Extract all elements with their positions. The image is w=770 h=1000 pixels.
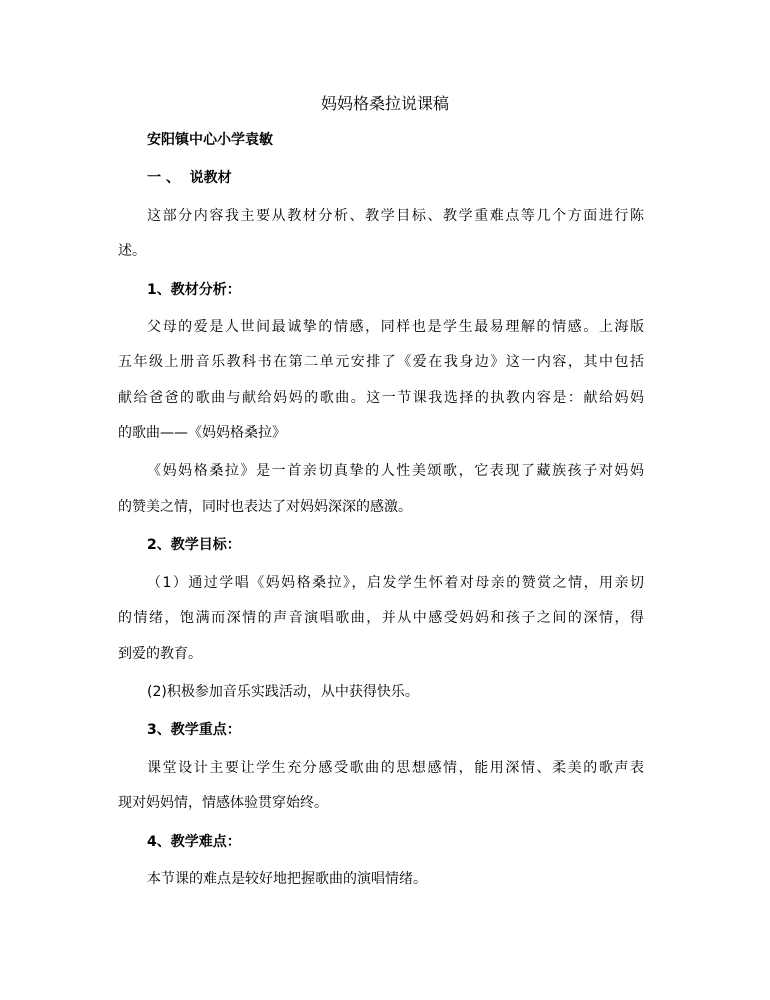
analysis-para1-line-1: 父母的爱是人世间最诚挚的情感，同样也是学生最易理解的情感。上海版 xyxy=(147,319,644,335)
analysis-para1-line-4: 的歌曲——《妈妈格桑拉》 xyxy=(118,425,286,441)
key-points-line-2: 现对妈妈情，情感体验贯穿始终。 xyxy=(118,795,328,811)
analysis-para2-line-2: 的赞美之情，同时也表达了对妈妈深深的感激。 xyxy=(118,499,412,515)
key-points-line-1: 课堂设计主要让学生充分感受歌曲的思想感情，能用深情、柔美的歌声表 xyxy=(147,760,644,776)
goal2-line: (2)积极参加音乐实践活动，从中获得快乐。 xyxy=(147,684,419,700)
key-points-heading: 3、教学重点： xyxy=(147,722,241,738)
analysis-para1-line-2: 五年级上册音乐教科书在第二单元安排了《爱在我身边》这一内容，其中包括 xyxy=(118,354,644,370)
author-line: 安阳镇中心小学袁敏 xyxy=(147,132,273,148)
analysis-para2-line-1: 《妈妈格桑拉》是一首亲切真挚的人性美颂歌，它表现了藏族孩子对妈妈 xyxy=(147,463,644,479)
goal1-line-3: 到爱的教育。 xyxy=(118,646,202,662)
difficulties-heading: 4、教学难点： xyxy=(147,834,241,850)
goals-heading: 2、教学目标： xyxy=(147,537,241,553)
goal1-line-2: 的情绪，饱满而深情的声音演唱歌曲，并从中感受妈妈和孩子之间的深情，得 xyxy=(118,610,644,626)
intro-line-2: 述。 xyxy=(118,243,146,259)
difficulties-text: 本节课的难点是较好地把握歌曲的演唱情绪。 xyxy=(147,871,427,887)
document-title: 妈妈格桑拉说课稿 xyxy=(320,94,449,113)
intro-line-1: 这部分内容我主要从教材分析、教学目标、教学重难点等几个方面进行陈 xyxy=(147,208,644,224)
analysis-para1-line-3: 献给爸爸的歌曲与献给妈妈的歌曲。这一节课我选择的执教内容是：献给妈妈 xyxy=(118,390,644,406)
analysis-heading: 1、教材分析： xyxy=(147,282,241,298)
section-heading: 一 、 说教材 xyxy=(147,170,232,186)
goal1-line-1: （1）通过学唱《妈妈格桑拉》，启发学生怀着对母亲的赞赏之情，用亲切 xyxy=(147,575,644,591)
